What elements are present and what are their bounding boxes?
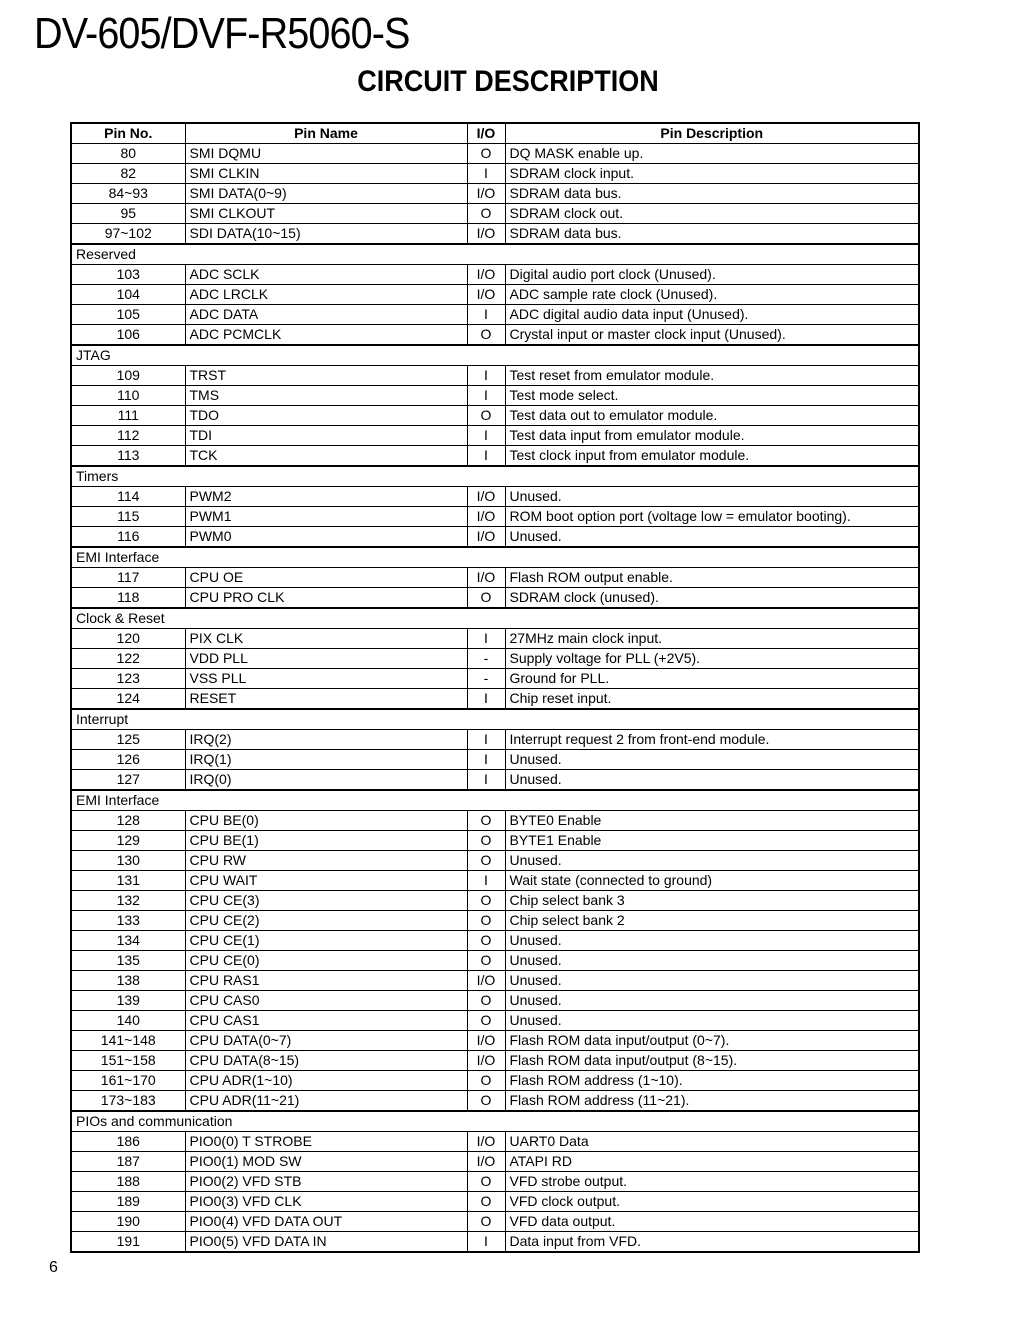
pin-name-cell: VSS PLL bbox=[185, 669, 467, 689]
pin-description-cell: Chip reset input. bbox=[505, 689, 919, 710]
io-cell: I/O bbox=[467, 184, 505, 204]
io-cell: I bbox=[467, 750, 505, 770]
pin-number-cell: 125 bbox=[71, 730, 185, 750]
pin-number-cell: 133 bbox=[71, 911, 185, 931]
pin-name-cell: TMS bbox=[185, 386, 467, 406]
pin-name-cell: PIX CLK bbox=[185, 629, 467, 649]
pin-description-cell: Chip select bank 3 bbox=[505, 891, 919, 911]
pin-name-cell: SMI CLKIN bbox=[185, 164, 467, 184]
pin-number-cell: 82 bbox=[71, 164, 185, 184]
pin-name-cell: ADC SCLK bbox=[185, 265, 467, 285]
io-cell: I bbox=[467, 164, 505, 184]
group-label: JTAG bbox=[71, 345, 919, 366]
table-row bbox=[71, 204, 919, 224]
table-row bbox=[71, 507, 919, 527]
group-label: Interrupt bbox=[71, 709, 919, 730]
pin-number-cell: 84~93 bbox=[71, 184, 185, 204]
table-row bbox=[71, 426, 919, 446]
pin-name-cell: TCK bbox=[185, 446, 467, 467]
pin-description-cell: Data input from VFD. bbox=[505, 1232, 919, 1253]
table-row bbox=[71, 487, 919, 507]
pin-description-cell: ADC digital audio data input (Unused). bbox=[505, 305, 919, 325]
pin-number-cell: 129 bbox=[71, 831, 185, 851]
table-row bbox=[71, 991, 919, 1011]
table-row bbox=[71, 871, 919, 891]
io-cell: I/O bbox=[467, 507, 505, 527]
table-header-row bbox=[71, 123, 919, 144]
pin-number-cell: 186 bbox=[71, 1132, 185, 1152]
pin-number-cell: 118 bbox=[71, 588, 185, 609]
io-cell: O bbox=[467, 891, 505, 911]
io-cell: I/O bbox=[467, 971, 505, 991]
pin-description-cell: Unused. bbox=[505, 971, 919, 991]
pin-number-cell: 188 bbox=[71, 1172, 185, 1192]
pin-number-cell: 131 bbox=[71, 871, 185, 891]
pin-number-cell: 122 bbox=[71, 649, 185, 669]
pin-description-cell: SDRAM clock (unused). bbox=[505, 588, 919, 609]
io-cell: I bbox=[467, 770, 505, 791]
pin-description-cell: Test clock input from emulator module. bbox=[505, 446, 919, 467]
pin-name-cell: CPU CE(1) bbox=[185, 931, 467, 951]
pin-description-cell: VFD data output. bbox=[505, 1212, 919, 1232]
group-label: Reserved bbox=[71, 244, 919, 265]
pin-name-cell: ADC LRCLK bbox=[185, 285, 467, 305]
pin-number-cell: 124 bbox=[71, 689, 185, 710]
table-row bbox=[71, 1212, 919, 1232]
pin-number-cell: 115 bbox=[71, 507, 185, 527]
io-cell: I/O bbox=[467, 487, 505, 507]
pin-number-cell: 128 bbox=[71, 811, 185, 831]
pin-number-cell: 120 bbox=[71, 629, 185, 649]
table-row bbox=[71, 1232, 919, 1253]
pin-description-cell: UART0 Data bbox=[505, 1132, 919, 1152]
col-header-io: I/O bbox=[467, 123, 505, 144]
pin-description-cell: Supply voltage for PLL (+2V5). bbox=[505, 649, 919, 669]
pin-number-cell: 127 bbox=[71, 770, 185, 791]
pin-name-cell: IRQ(2) bbox=[185, 730, 467, 750]
io-cell: I/O bbox=[467, 1152, 505, 1172]
io-cell: I bbox=[467, 730, 505, 750]
io-cell: I bbox=[467, 871, 505, 891]
pin-description-cell: Test reset from emulator module. bbox=[505, 366, 919, 386]
pin-number-cell: 112 bbox=[71, 426, 185, 446]
pin-number-cell: 130 bbox=[71, 851, 185, 871]
pin-number-cell: 141~148 bbox=[71, 1031, 185, 1051]
pin-name-cell: CPU RW bbox=[185, 851, 467, 871]
pin-description-cell: SDRAM clock out. bbox=[505, 204, 919, 224]
table-row bbox=[71, 386, 919, 406]
pin-name-cell: PWM0 bbox=[185, 527, 467, 548]
table-row bbox=[71, 144, 919, 164]
table-row bbox=[71, 406, 919, 426]
table-row bbox=[71, 750, 919, 770]
pin-name-cell: PIO0(1) MOD SW bbox=[185, 1152, 467, 1172]
table-row bbox=[71, 649, 919, 669]
table-row bbox=[71, 730, 919, 750]
pin-number-cell: 126 bbox=[71, 750, 185, 770]
table-row bbox=[71, 831, 919, 851]
io-cell: O bbox=[467, 588, 505, 609]
group-row bbox=[71, 1111, 919, 1132]
pin-number-cell: 161~170 bbox=[71, 1071, 185, 1091]
pin-description-cell: Unused. bbox=[505, 991, 919, 1011]
pin-number-cell: 190 bbox=[71, 1212, 185, 1232]
pin-description-cell: Chip select bank 2 bbox=[505, 911, 919, 931]
pin-name-cell: PWM1 bbox=[185, 507, 467, 527]
pin-number-cell: 123 bbox=[71, 669, 185, 689]
table-row bbox=[71, 285, 919, 305]
io-cell: O bbox=[467, 831, 505, 851]
pin-number-cell: 80 bbox=[71, 144, 185, 164]
pin-name-cell: TDI bbox=[185, 426, 467, 446]
pin-number-cell: 116 bbox=[71, 527, 185, 548]
pin-description-cell: VFD strobe output. bbox=[505, 1172, 919, 1192]
pin-number-cell: 138 bbox=[71, 971, 185, 991]
pin-description-cell: BYTE0 Enable bbox=[505, 811, 919, 831]
io-cell: - bbox=[467, 669, 505, 689]
io-cell: O bbox=[467, 931, 505, 951]
io-cell: I/O bbox=[467, 224, 505, 245]
pin-name-cell: CPU CE(2) bbox=[185, 911, 467, 931]
table-row bbox=[71, 811, 919, 831]
pin-name-cell: PWM2 bbox=[185, 487, 467, 507]
io-cell: I bbox=[467, 426, 505, 446]
io-cell: I/O bbox=[467, 568, 505, 588]
io-cell: I/O bbox=[467, 1132, 505, 1152]
table-row bbox=[71, 527, 919, 548]
io-cell: O bbox=[467, 991, 505, 1011]
pin-name-cell: CPU CAS0 bbox=[185, 991, 467, 1011]
pin-description-cell: Flash ROM data input/output (0~7). bbox=[505, 1031, 919, 1051]
io-cell: O bbox=[467, 951, 505, 971]
pin-description-cell: Test mode select. bbox=[505, 386, 919, 406]
io-cell: O bbox=[467, 811, 505, 831]
pin-name-cell: CPU PRO CLK bbox=[185, 588, 467, 609]
table-row bbox=[71, 770, 919, 791]
pin-description-cell: Unused. bbox=[505, 931, 919, 951]
pin-number-cell: 97~102 bbox=[71, 224, 185, 245]
pin-name-cell: RESET bbox=[185, 689, 467, 710]
page-number: 6 bbox=[49, 1259, 58, 1276]
table-row bbox=[71, 971, 919, 991]
io-cell: I/O bbox=[467, 265, 505, 285]
pin-number-cell: 95 bbox=[71, 204, 185, 224]
io-cell: O bbox=[467, 204, 505, 224]
pin-name-cell: CPU DATA(0~7) bbox=[185, 1031, 467, 1051]
pin-description-cell: Wait state (connected to ground) bbox=[505, 871, 919, 891]
table-row bbox=[71, 325, 919, 346]
pin-name-cell: SMI DQMU bbox=[185, 144, 467, 164]
io-cell: O bbox=[467, 1172, 505, 1192]
io-cell: I bbox=[467, 1232, 505, 1253]
pin-name-cell: PIO0(0) T STROBE bbox=[185, 1132, 467, 1152]
pin-description-cell: Ground for PLL. bbox=[505, 669, 919, 689]
pin-name-cell: CPU OE bbox=[185, 568, 467, 588]
pin-name-cell: CPU CAS1 bbox=[185, 1011, 467, 1031]
pin-description-cell: Unused. bbox=[505, 1011, 919, 1031]
table-row bbox=[71, 629, 919, 649]
pin-name-cell: CPU WAIT bbox=[185, 871, 467, 891]
pin-name-cell: CPU RAS1 bbox=[185, 971, 467, 991]
pin-name-cell: CPU ADR(11~21) bbox=[185, 1091, 467, 1112]
pin-table bbox=[70, 122, 920, 1253]
table-row bbox=[71, 1011, 919, 1031]
pin-description-cell: Unused. bbox=[505, 770, 919, 791]
table-row bbox=[71, 446, 919, 467]
group-row bbox=[71, 547, 919, 568]
group-row bbox=[71, 345, 919, 366]
pin-description-cell: DQ MASK enable up. bbox=[505, 144, 919, 164]
table-row bbox=[71, 1051, 919, 1071]
pin-description-cell: SDRAM clock input. bbox=[505, 164, 919, 184]
table-row bbox=[71, 951, 919, 971]
pin-number-cell: 151~158 bbox=[71, 1051, 185, 1071]
pin-description-cell: SDRAM data bus. bbox=[505, 184, 919, 204]
group-row bbox=[71, 608, 919, 629]
table-row bbox=[71, 164, 919, 184]
pin-description-cell: ATAPI RD bbox=[505, 1152, 919, 1172]
pin-name-cell: ADC PCMCLK bbox=[185, 325, 467, 346]
pin-description-cell: Test data input from emulator module. bbox=[505, 426, 919, 446]
table-row bbox=[71, 851, 919, 871]
pin-description-cell: Flash ROM address (1~10). bbox=[505, 1071, 919, 1091]
pin-number-cell: 135 bbox=[71, 951, 185, 971]
pin-number-cell: 111 bbox=[71, 406, 185, 426]
pin-number-cell: 110 bbox=[71, 386, 185, 406]
pin-name-cell: PIO0(3) VFD CLK bbox=[185, 1192, 467, 1212]
pin-description-cell: ROM boot option port (voltage low = emulator booting). bbox=[505, 507, 919, 527]
io-cell: I/O bbox=[467, 285, 505, 305]
group-label: Clock & Reset bbox=[71, 608, 919, 629]
table-row bbox=[71, 366, 919, 386]
pin-description-cell: Flash ROM address (11~21). bbox=[505, 1091, 919, 1112]
table-row bbox=[71, 588, 919, 609]
pin-number-cell: 103 bbox=[71, 265, 185, 285]
pin-description-cell: 27MHz main clock input. bbox=[505, 629, 919, 649]
io-cell: O bbox=[467, 1212, 505, 1232]
io-cell: I bbox=[467, 629, 505, 649]
pin-number-cell: 191 bbox=[71, 1232, 185, 1253]
table-row bbox=[71, 689, 919, 710]
io-cell: I bbox=[467, 366, 505, 386]
pin-number-cell: 139 bbox=[71, 991, 185, 1011]
pin-name-cell: IRQ(0) bbox=[185, 770, 467, 791]
pin-description-cell: Interrupt request 2 from front-end module. bbox=[505, 730, 919, 750]
pin-number-cell: 140 bbox=[71, 1011, 185, 1031]
col-header-pin-description: Pin Description bbox=[505, 123, 919, 144]
pin-name-cell: CPU DATA(8~15) bbox=[185, 1051, 467, 1071]
pin-description-cell: ADC sample rate clock (Unused). bbox=[505, 285, 919, 305]
pin-name-cell: CPU BE(0) bbox=[185, 811, 467, 831]
table-row bbox=[71, 1091, 919, 1112]
pin-number-cell: 114 bbox=[71, 487, 185, 507]
table-row bbox=[71, 1192, 919, 1212]
pin-name-cell: PIO0(2) VFD STB bbox=[185, 1172, 467, 1192]
table-row bbox=[71, 224, 919, 245]
io-cell: - bbox=[467, 649, 505, 669]
pin-description-cell: Unused. bbox=[505, 527, 919, 548]
table-row bbox=[71, 265, 919, 285]
table-row bbox=[71, 931, 919, 951]
io-cell: I/O bbox=[467, 527, 505, 548]
io-cell: I/O bbox=[467, 1031, 505, 1051]
io-cell: O bbox=[467, 851, 505, 871]
io-cell: O bbox=[467, 1071, 505, 1091]
pin-description-cell: Unused. bbox=[505, 750, 919, 770]
pin-number-cell: 173~183 bbox=[71, 1091, 185, 1112]
pin-name-cell: SMI DATA(0~9) bbox=[185, 184, 467, 204]
pin-description-cell: Unused. bbox=[505, 951, 919, 971]
pin-description-cell: Unused. bbox=[505, 487, 919, 507]
pin-description-cell: Test data out to emulator module. bbox=[505, 406, 919, 426]
pin-name-cell: CPU ADR(1~10) bbox=[185, 1071, 467, 1091]
io-cell: O bbox=[467, 144, 505, 164]
group-row bbox=[71, 244, 919, 265]
pin-number-cell: 117 bbox=[71, 568, 185, 588]
table-row bbox=[71, 1152, 919, 1172]
group-label: Timers bbox=[71, 466, 919, 487]
pin-description-cell: SDRAM data bus. bbox=[505, 224, 919, 245]
io-cell: O bbox=[467, 406, 505, 426]
table-row bbox=[71, 911, 919, 931]
table-row bbox=[71, 1071, 919, 1091]
pin-name-cell: CPU CE(3) bbox=[185, 891, 467, 911]
pin-description-cell: VFD clock output. bbox=[505, 1192, 919, 1212]
table-body bbox=[71, 144, 919, 1253]
pin-name-cell: SMI CLKOUT bbox=[185, 204, 467, 224]
group-label: EMI Interface bbox=[71, 547, 919, 568]
io-cell: I bbox=[467, 689, 505, 710]
pin-name-cell: CPU BE(1) bbox=[185, 831, 467, 851]
group-row bbox=[71, 790, 919, 811]
pin-description-cell: BYTE1 Enable bbox=[505, 831, 919, 851]
table-row bbox=[71, 891, 919, 911]
pin-name-cell: PIO0(5) VFD DATA IN bbox=[185, 1232, 467, 1253]
io-cell: O bbox=[467, 1192, 505, 1212]
pin-number-cell: 105 bbox=[71, 305, 185, 325]
io-cell: O bbox=[467, 1011, 505, 1031]
pin-number-cell: 134 bbox=[71, 931, 185, 951]
col-header-pin-name: Pin Name bbox=[185, 123, 467, 144]
pin-description-cell: Crystal input or master clock input (Unused). bbox=[505, 325, 919, 346]
pin-name-cell: CPU CE(0) bbox=[185, 951, 467, 971]
pin-number-cell: 132 bbox=[71, 891, 185, 911]
pin-description-cell: Unused. bbox=[505, 851, 919, 871]
pin-number-cell: 109 bbox=[71, 366, 185, 386]
pin-name-cell: TRST bbox=[185, 366, 467, 386]
table-row bbox=[71, 568, 919, 588]
io-cell: I bbox=[467, 386, 505, 406]
pin-number-cell: 187 bbox=[71, 1152, 185, 1172]
table-row bbox=[71, 669, 919, 689]
pin-name-cell: SDI DATA(10~15) bbox=[185, 224, 467, 245]
pin-description-cell: Flash ROM output enable. bbox=[505, 568, 919, 588]
pin-name-cell: VDD PLL bbox=[185, 649, 467, 669]
group-row bbox=[71, 709, 919, 730]
io-cell: O bbox=[467, 911, 505, 931]
table-row bbox=[71, 1031, 919, 1051]
pin-description-cell: Flash ROM data input/output (8~15). bbox=[505, 1051, 919, 1071]
section-title: CIRCUIT DESCRIPTION bbox=[357, 65, 659, 98]
io-cell: O bbox=[467, 325, 505, 346]
io-cell: I/O bbox=[467, 1051, 505, 1071]
pin-number-cell: 104 bbox=[71, 285, 185, 305]
group-row bbox=[71, 466, 919, 487]
group-label: PIOs and communication bbox=[71, 1111, 919, 1132]
pin-name-cell: IRQ(1) bbox=[185, 750, 467, 770]
pin-name-cell: TDO bbox=[185, 406, 467, 426]
pin-name-cell: PIO0(4) VFD DATA OUT bbox=[185, 1212, 467, 1232]
table-row bbox=[71, 1172, 919, 1192]
table-row bbox=[71, 305, 919, 325]
io-cell: I bbox=[467, 446, 505, 467]
pin-number-cell: 189 bbox=[71, 1192, 185, 1212]
model-title: DV-605/DVF-R5060-S bbox=[34, 9, 410, 58]
pin-name-cell: ADC DATA bbox=[185, 305, 467, 325]
group-label: EMI Interface bbox=[71, 790, 919, 811]
pin-number-cell: 106 bbox=[71, 325, 185, 346]
pin-description-cell: Digital audio port clock (Unused). bbox=[505, 265, 919, 285]
col-header-pin-no: Pin No. bbox=[71, 123, 185, 144]
table-row bbox=[71, 184, 919, 204]
io-cell: O bbox=[467, 1091, 505, 1112]
pin-number-cell: 113 bbox=[71, 446, 185, 467]
io-cell: I bbox=[467, 305, 505, 325]
table-row bbox=[71, 1132, 919, 1152]
